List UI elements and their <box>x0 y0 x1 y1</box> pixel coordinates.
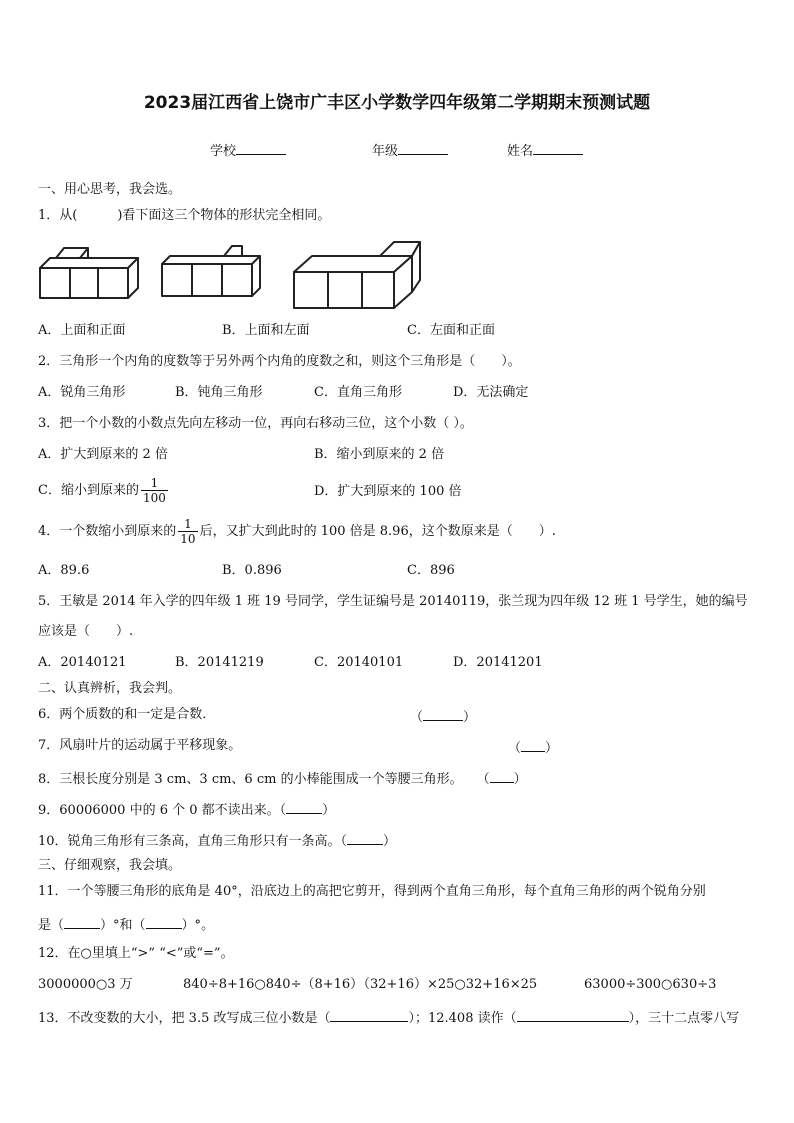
q12-item-2[interactable]: 840÷8+16○840÷（8+16） <box>183 977 364 992</box>
q8-paren-open: （ <box>476 772 490 787</box>
q1-text-a: 1．从( <box>38 208 78 223</box>
q2-option-a[interactable]: A．锐角三角形 <box>38 385 126 400</box>
page-title: 2023届江西省上饶市广丰区小学数学四年级第二学期期末预测试题 <box>143 93 651 113</box>
q3-option-c[interactable] <box>38 473 170 509</box>
q1-cube-figures <box>36 240 436 312</box>
q4-option-b[interactable]: B．0.896 <box>222 563 282 578</box>
q11-text-a: 是（ <box>38 918 65 933</box>
q3-option-a[interactable]: A．扩大到原来的 2 倍 <box>38 447 168 462</box>
q10-text: 10．锐角三角形有三条高，直角三角形只有一条高。（ <box>38 834 348 849</box>
q4-fraction <box>178 517 197 546</box>
q4-fraction-denominator: 10 <box>180 532 196 546</box>
question-9 <box>38 799 335 820</box>
q7-blank[interactable] <box>521 737 545 752</box>
question-8 <box>38 768 527 789</box>
q3-option-c-text: C．缩小到原来的 <box>38 483 139 498</box>
section-2-heading: 二、认真辨析，我会判。 <box>38 681 182 696</box>
question-4 <box>38 514 556 550</box>
q1-option-a[interactable]: A．上面和正面 <box>38 323 126 338</box>
section-1-heading: 一、用心思考，我会选。 <box>38 182 182 197</box>
q3-fraction <box>141 476 168 505</box>
cube-figure-3 <box>294 242 420 308</box>
q11-blank-2[interactable] <box>146 914 182 929</box>
q13-text-c: ），三十二点零八写 <box>628 1011 740 1026</box>
q6-answer-blank[interactable] <box>410 706 476 727</box>
q8-text: 8．三根长度分别是 3 cm、3 cm、6 cm 的小棒能围成一个等腰三角形。 <box>38 772 463 787</box>
q7-paren-open: （ <box>508 741 522 756</box>
q5-option-a[interactable]: A．20140121 <box>38 655 127 670</box>
question-1 <box>38 207 330 225</box>
school-label: 学校 <box>210 144 237 159</box>
q1-text-b: )看下面这三个物体的形状完全相同。 <box>117 208 331 223</box>
question-11-line-1: 11．一个等腰三角形的底角是 40°，沿底边上的高把它剪开，得到两个直角三角形，每个直角三角形的两个锐角分别 <box>38 884 706 899</box>
school-blank[interactable] <box>236 140 286 155</box>
question-11-line-2 <box>38 914 214 935</box>
name-blank[interactable] <box>533 140 583 155</box>
q4-text-b: 后，又扩大到此时的 100 倍是 8.96，这个数原来是（ ）. <box>199 524 556 539</box>
q8-blank[interactable] <box>490 768 514 783</box>
q5-option-b[interactable]: B．20141219 <box>175 655 264 670</box>
question-6: 6．两个质数的和一定是合数． <box>38 707 216 722</box>
q1-option-c[interactable]: C．左面和正面 <box>407 323 495 338</box>
q3-fraction-denominator: 100 <box>142 491 166 505</box>
q5-option-d[interactable]: D．20141201 <box>453 655 543 670</box>
question-3: 3．把一个小数的小数点先向左移动一位，再向右移动三位，这个小数（ ）。 <box>38 416 473 431</box>
question-2: 2．三角形一个内角的度数等于另外两个内角的度数之和，则这个三角形是（ ）。 <box>38 354 521 369</box>
cube-illustration <box>36 240 436 312</box>
q3-option-b[interactable]: B．缩小到原来的 2 倍 <box>314 447 445 462</box>
q6-paren-close: ） <box>463 710 477 725</box>
q3-option-d[interactable]: D．扩大到原来的 100 倍 <box>314 484 462 499</box>
school-field[interactable] <box>210 140 286 159</box>
q5-option-c[interactable]: C．20140101 <box>314 655 404 670</box>
q9-text: 9．60006000 中的 6 个 0 都不读出来。（ <box>38 803 287 818</box>
q2-option-d[interactable]: D．无法确定 <box>453 385 529 400</box>
q4-option-c[interactable]: C．896 <box>407 563 455 578</box>
q7-answer-blank[interactable] <box>508 737 558 758</box>
q10-blank[interactable] <box>347 830 383 845</box>
q6-paren-open: （ <box>410 710 424 725</box>
q6-blank[interactable] <box>423 706 463 721</box>
question-12: 12．在○里填上“>” “<”或“=”。 <box>38 946 234 961</box>
q12-item-3[interactable]: （32+16）×25○32+16×25 <box>357 977 538 992</box>
q2-option-c[interactable]: C．直角三角形 <box>314 385 402 400</box>
q2-option-b[interactable]: B．钝角三角形 <box>175 385 263 400</box>
cube-figure-2 <box>162 246 260 296</box>
q4-fraction-numerator: 1 <box>178 517 197 532</box>
q7-paren-close: ） <box>545 741 559 756</box>
question-13 <box>38 1007 739 1028</box>
grade-field[interactable] <box>372 140 448 159</box>
question-7: 7．风扇叶片的运动属于平移现象。 <box>38 738 242 753</box>
question-5-line-1: 5．王敏是 2014 年入学的四年级 1 班 19 号同学，学生证编号是 20140119，张兰现为四年级 12 班 1 号学生，她的编号 <box>38 594 748 609</box>
q9-blank[interactable] <box>286 799 322 814</box>
q4-option-a[interactable]: A．89.6 <box>38 563 90 578</box>
q12-item-4[interactable]: 63000÷300○630÷3 <box>584 977 717 992</box>
q13-text-b: ）；12.408 读作（ <box>408 1011 517 1026</box>
grade-blank[interactable] <box>398 140 448 155</box>
q13-blank-2[interactable] <box>517 1007 629 1022</box>
q3-fraction-numerator: 1 <box>141 476 168 491</box>
q9-paren-close: ） <box>322 803 336 818</box>
name-field[interactable] <box>507 140 583 159</box>
q8-paren-close: ） <box>513 772 527 787</box>
q11-text-c: ）°。 <box>181 918 215 933</box>
question-10 <box>38 830 396 851</box>
q13-blank-1[interactable] <box>330 1007 408 1022</box>
section-3-heading: 三、仔细观察，我会填。 <box>38 858 182 873</box>
q12-item-1[interactable]: 3000000○3 万 <box>38 977 133 992</box>
q11-blank-1[interactable] <box>64 914 100 929</box>
question-5-line-2: 应该是（ ）. <box>38 624 134 639</box>
name-label: 姓名 <box>507 144 534 159</box>
q10-paren-close: ） <box>383 834 397 849</box>
cube-figure-1 <box>40 248 138 298</box>
q11-text-b: ）°和（ <box>100 918 146 933</box>
q13-text-a: 13．不改变数的大小，把 3.5 改写成三位小数是（ <box>38 1011 331 1026</box>
grade-label: 年级 <box>372 144 399 159</box>
q1-option-b[interactable]: B．上面和左面 <box>222 323 310 338</box>
q4-text-a: 4．一个数缩小到原来的 <box>38 524 177 539</box>
